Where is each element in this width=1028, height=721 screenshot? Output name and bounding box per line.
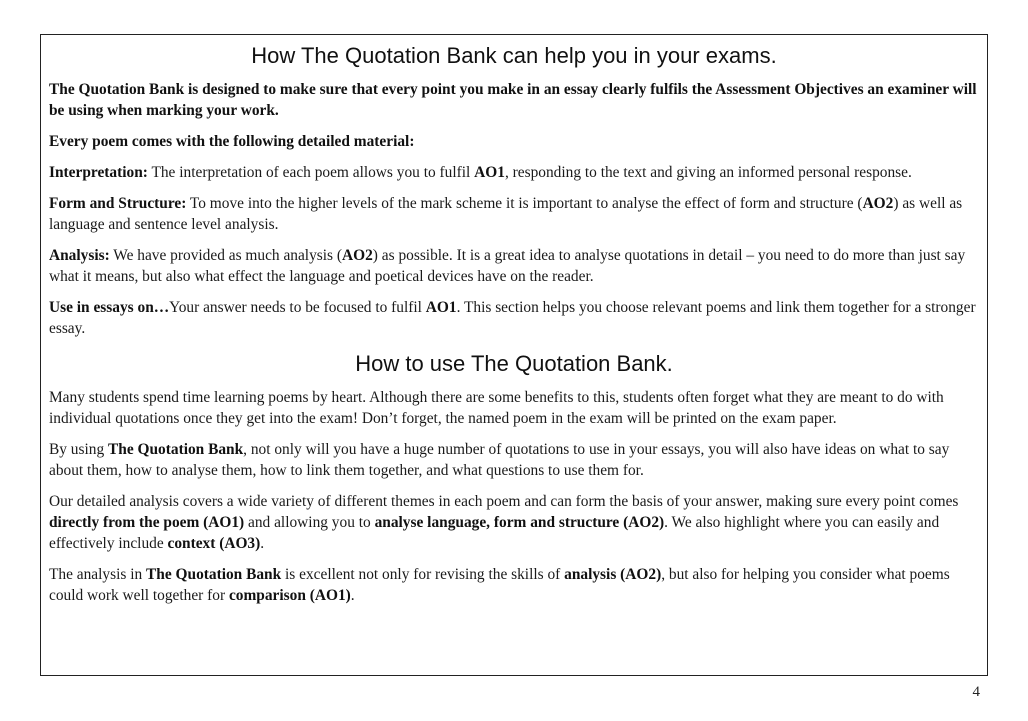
learning-poems-paragraph: Many students spend time learning poems by heart. Although there are some benefits to this, students often forget what they are meant to do with individual quotations once they get into the exam! Don’t forget, the named poem in the exam will be printed on the exam paper.: [49, 389, 944, 427]
p2-text-1: By using: [49, 441, 109, 458]
form-structure-ao: AO2: [862, 195, 894, 212]
section-heading-how-to-use: How to use The Quotation Bank.: [355, 351, 673, 376]
p2-text-2: , not only will you have a huge number of quotations to use in your essays, you will also have ideas on what to say about them, how to analyse them, how to link them together, and what questions to use them for.: [49, 441, 950, 479]
analysis-ao: AO2: [342, 247, 373, 264]
p4-text-1: The analysis in: [49, 566, 147, 583]
detailed-analysis-paragraph: [49, 491, 979, 554]
p4-bold-1: The Quotation Bank: [146, 566, 282, 583]
p2-bold-1: The Quotation Bank: [108, 441, 244, 458]
p3-text-4: .: [260, 535, 265, 552]
section-heading-exams: How The Quotation Bank can help you in your exams.: [251, 43, 777, 68]
p4-bold-2: analysis (AO2): [564, 566, 662, 583]
p4-bold-3: comparison (AO1): [228, 587, 351, 604]
analysis-paragraph: [49, 245, 979, 287]
using-bank-paragraph: [49, 439, 979, 481]
interpretation-text-2: , responding to the text and giving an informed personal response.: [504, 164, 912, 181]
content-frame: [40, 34, 988, 676]
interpretation-text-1: The interpretation of each poem allows you to fulfil: [147, 164, 475, 181]
interpretation-paragraph: [49, 162, 979, 183]
form-structure-text-1: To move into the higher levels of the mark scheme it is important to analyse the effect of form and structure (: [186, 195, 863, 212]
p3-bold-3: context (AO3): [167, 535, 261, 552]
p3-text-1: Our detailed analysis covers a wide variety of different themes in each poem and can form the basis of your answer, making sure every point comes: [49, 493, 959, 510]
analysis-text-1: We have provided as much analysis (: [109, 247, 342, 264]
intro-paragraph: [49, 79, 979, 121]
use-in-essays-label: Use in essays on…: [49, 299, 170, 316]
p4-text-2: is excellent not only for revising the skills of: [281, 566, 565, 583]
analysis-comparison-paragraph: [49, 564, 979, 606]
interpretation-label: Interpretation:: [49, 164, 148, 181]
interpretation-ao: AO1: [474, 164, 505, 181]
p3-bold-2: analyse language, form and structure (AO2): [374, 514, 665, 531]
use-in-essays-ao: AO1: [425, 299, 457, 316]
p4-text-4: .: [350, 587, 355, 604]
material-heading-text: Every poem comes with the following detailed material:: [49, 133, 415, 150]
p3-bold-1: directly from the poem (AO1): [49, 514, 245, 531]
form-structure-label: Form and Structure:: [49, 195, 187, 212]
page-number: 4: [972, 684, 980, 700]
p4-text-3: , but also for helping you consider what poems could work well together for: [49, 566, 950, 604]
use-in-essays-text-1: Your answer needs to be focused to fulfil: [169, 299, 426, 316]
form-structure-text-2: ) as well as language and sentence level analysis.: [49, 195, 963, 233]
use-in-essays-text-2: . This section helps you choose relevant poems and link them together for a stronger essay.: [49, 299, 976, 337]
analysis-label: Analysis:: [49, 247, 110, 264]
material-heading: [49, 131, 979, 152]
p3-text-2: and allowing you to: [244, 514, 375, 531]
form-structure-paragraph: [49, 193, 979, 235]
use-in-essays-paragraph: [49, 297, 979, 339]
intro-text: The Quotation Bank is designed to make sure that every point you make in an essay clearly fulfils the Assessment Objectives an examiner will be using when marking your work.: [49, 81, 977, 119]
analysis-text-2: ) as possible. It is a great idea to analyse quotations in detail – you need to do more than just say what it means, but also what effect the language and poetical devices have on the reader.: [49, 247, 966, 285]
p3-text-3: . We also highlight where you can easily and effectively include: [49, 514, 940, 552]
